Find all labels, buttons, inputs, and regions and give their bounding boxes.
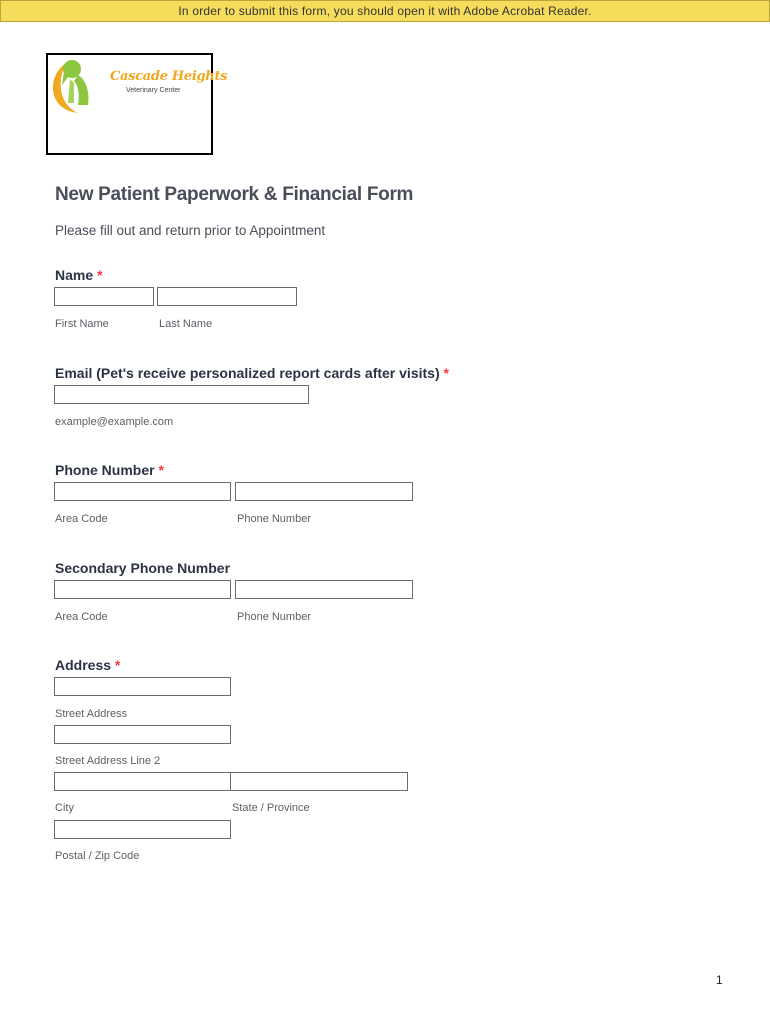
street-address-input[interactable] (54, 677, 231, 696)
city-caption: City (55, 802, 74, 814)
logo-clinic-subtitle: Veterinary Center (126, 87, 181, 94)
city-input[interactable] (54, 772, 231, 791)
form-title: New Patient Paperwork & Financial Form (55, 184, 414, 205)
address-label-text: Address (55, 657, 112, 673)
street-address-line2-caption: Street Address Line 2 (55, 755, 161, 767)
phone-area-code-input[interactable] (54, 482, 231, 501)
email-label-text: Email (Pet's receive personalized report cards after visits) (55, 365, 440, 381)
logo-clinic-name: Cascade Heights (110, 69, 228, 84)
required-mark: * (158, 462, 164, 478)
secondary-area-code-caption: Area Code (55, 611, 108, 623)
name-label-text: Name (55, 267, 94, 283)
secondary-area-code-input[interactable] (54, 580, 231, 599)
postal-code-caption: Postal / Zip Code (55, 850, 140, 862)
email-input[interactable] (54, 385, 309, 404)
state-province-input[interactable] (230, 772, 408, 791)
form-subtitle: Please fill out and return prior to Appointment (55, 223, 326, 238)
required-mark: * (114, 657, 121, 673)
phone-number-input[interactable] (235, 482, 413, 501)
postal-code-input[interactable] (54, 820, 231, 839)
phone-area-code-caption: Area Code (55, 513, 108, 525)
street-address-caption: Street Address (55, 708, 128, 720)
phone-number-caption: Phone Number (237, 513, 311, 525)
email-caption: example@example.com (55, 416, 174, 428)
name-label (55, 267, 102, 283)
email-label (55, 365, 449, 381)
phone-label-text: Phone Number (55, 462, 155, 478)
first-name-caption: First Name (55, 318, 109, 330)
first-name-input[interactable] (54, 287, 154, 306)
phone-label (55, 462, 164, 478)
secondary-phone-number-input[interactable] (235, 580, 413, 599)
street-address-line2-input[interactable] (54, 725, 231, 744)
last-name-caption: Last Name (159, 318, 213, 330)
secondary-phone-number-caption: Phone Number (237, 611, 311, 623)
clinic-logo (46, 53, 228, 155)
last-name-input[interactable] (157, 287, 297, 306)
required-mark: * (97, 267, 103, 283)
secondary-phone-label: Secondary Phone Number (55, 560, 231, 576)
address-label (55, 657, 120, 673)
acrobat-notice-banner: In order to submit this form, you should open it with Adobe Acrobat Reader. (0, 0, 770, 22)
page-number: 1 (716, 973, 723, 987)
required-mark: * (443, 365, 449, 381)
state-province-caption: State / Province (232, 802, 310, 814)
